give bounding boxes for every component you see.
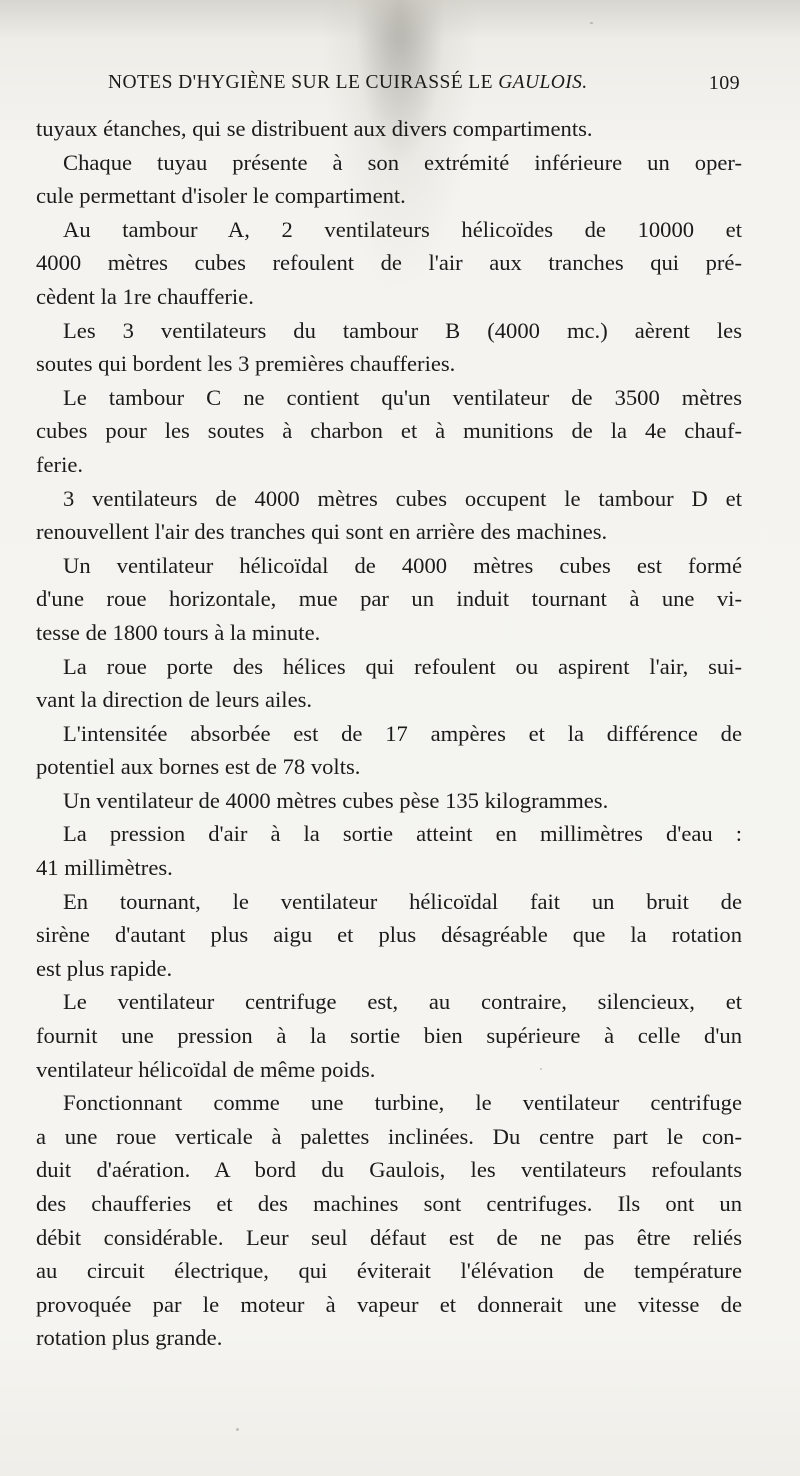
text-line: au circuit électrique, qui éviterait l'élévation de température bbox=[36, 1258, 742, 1284]
text-line: L'intensitée absorbée est de 17 ampères et la différence de bbox=[63, 720, 742, 746]
text-line: Fonctionnant comme une turbine, le ventilateur centrifuge bbox=[63, 1090, 742, 1116]
text-line: Le tambour C ne contient qu'un ventilateur de 3500 mètres bbox=[63, 384, 742, 410]
paper-speck bbox=[540, 1068, 542, 1070]
text-line: duit d'aération. A bord du Gaulois, les ventilateurs refoulants bbox=[36, 1157, 742, 1183]
text-line: Les 3 ventilateurs du tambour B (4000 mc.) aèrent les bbox=[63, 317, 742, 343]
text-line: tesse de 1800 tours à la minute. bbox=[36, 619, 321, 645]
text-line: Au tambour A, 2 ventilateurs hélicoïdes de 10000 et bbox=[63, 216, 742, 242]
text-line: 41 millimètres. bbox=[36, 855, 173, 881]
text-line: a une roue verticale à palettes inclinées. Du centre part le con- bbox=[36, 1123, 742, 1149]
page-top-shadow bbox=[0, 0, 800, 40]
text-line: cule permettant d'isoler le compartiment. bbox=[36, 183, 406, 209]
text-line: cubes pour les soutes à charbon et à munitions de la 4e chauf- bbox=[36, 418, 742, 444]
text-line: des chaufferies et des machines sont centrifuges. Ils ont un bbox=[36, 1191, 742, 1216]
text-line: vant la direction de leurs ailes. bbox=[36, 687, 313, 713]
text-line: débit considérable. Leur seul défaut est de ne pas être reliés bbox=[36, 1224, 742, 1250]
text-line: En tournant, le ventilateur hélicoïdal fait un bruit de bbox=[63, 888, 742, 914]
text-line: La roue porte des hélices qui refoulent ou aspirent l'air, sui- bbox=[63, 653, 742, 679]
running-title-italic: GAULOIS. bbox=[498, 72, 588, 93]
text-line: Un ventilateur hélicoïdal de 4000 mètres cubes est formé bbox=[63, 552, 742, 578]
paper-speck bbox=[590, 22, 593, 24]
text-line: renouvellent l'air des tranches qui sont en arrière des machines. bbox=[36, 519, 608, 545]
text-line: Un ventilateur de 4000 mètres cubes pèse 135 kilogrammes. bbox=[63, 787, 609, 813]
text-line: fournit une pression à la sortie bien supérieure à celle d'un bbox=[36, 1023, 742, 1049]
text-line: Le ventilateur centrifuge est, au contraire, silencieux, et bbox=[63, 989, 742, 1015]
text-line: tuyaux étanches, qui se distribuent aux divers compartiments. bbox=[36, 116, 593, 141]
text-line: soutes qui bordent les 3 premières chaufferies. bbox=[36, 351, 456, 377]
text-line: potentiel aux bornes est de 78 volts. bbox=[36, 754, 361, 780]
text-line: d'une roue horizontale, mue par un induit tournant à une vi- bbox=[36, 586, 742, 612]
paper-speck bbox=[236, 1428, 239, 1431]
body-text bbox=[36, 112, 742, 1355]
text-line: est plus rapide. bbox=[36, 955, 173, 981]
text-line: sirène d'autant plus aigu et plus désagréable que la rotation bbox=[36, 922, 742, 948]
text-line: ventilateur hélicoïdal de même poids. bbox=[36, 1056, 376, 1082]
text-line: 4000 mètres cubes refoulent de l'air aux tranches qui pré- bbox=[36, 250, 742, 276]
text-line: Chaque tuyau présente à son extrémité inférieure un oper- bbox=[63, 149, 742, 175]
text-line: cèdent la 1re chaufferie. bbox=[36, 283, 254, 309]
text-line: rotation plus grande. bbox=[36, 1325, 223, 1351]
running-header bbox=[108, 72, 740, 102]
running-title bbox=[108, 72, 588, 94]
running-title-text: NOTES D'HYGIÈNE SUR LE CUIRASSÉ LE bbox=[108, 72, 499, 93]
text-line: 3 ventilateurs de 4000 mètres cubes occupent le tambour D et bbox=[63, 485, 742, 511]
text-line: provoquée par le moteur à vapeur et donnerait une vitesse de bbox=[36, 1291, 742, 1317]
text-line: La pression d'air à la sortie atteint en millimètres d'eau : bbox=[63, 821, 742, 847]
page-number: 109 bbox=[708, 72, 740, 94]
text-line: ferie. bbox=[36, 451, 84, 477]
